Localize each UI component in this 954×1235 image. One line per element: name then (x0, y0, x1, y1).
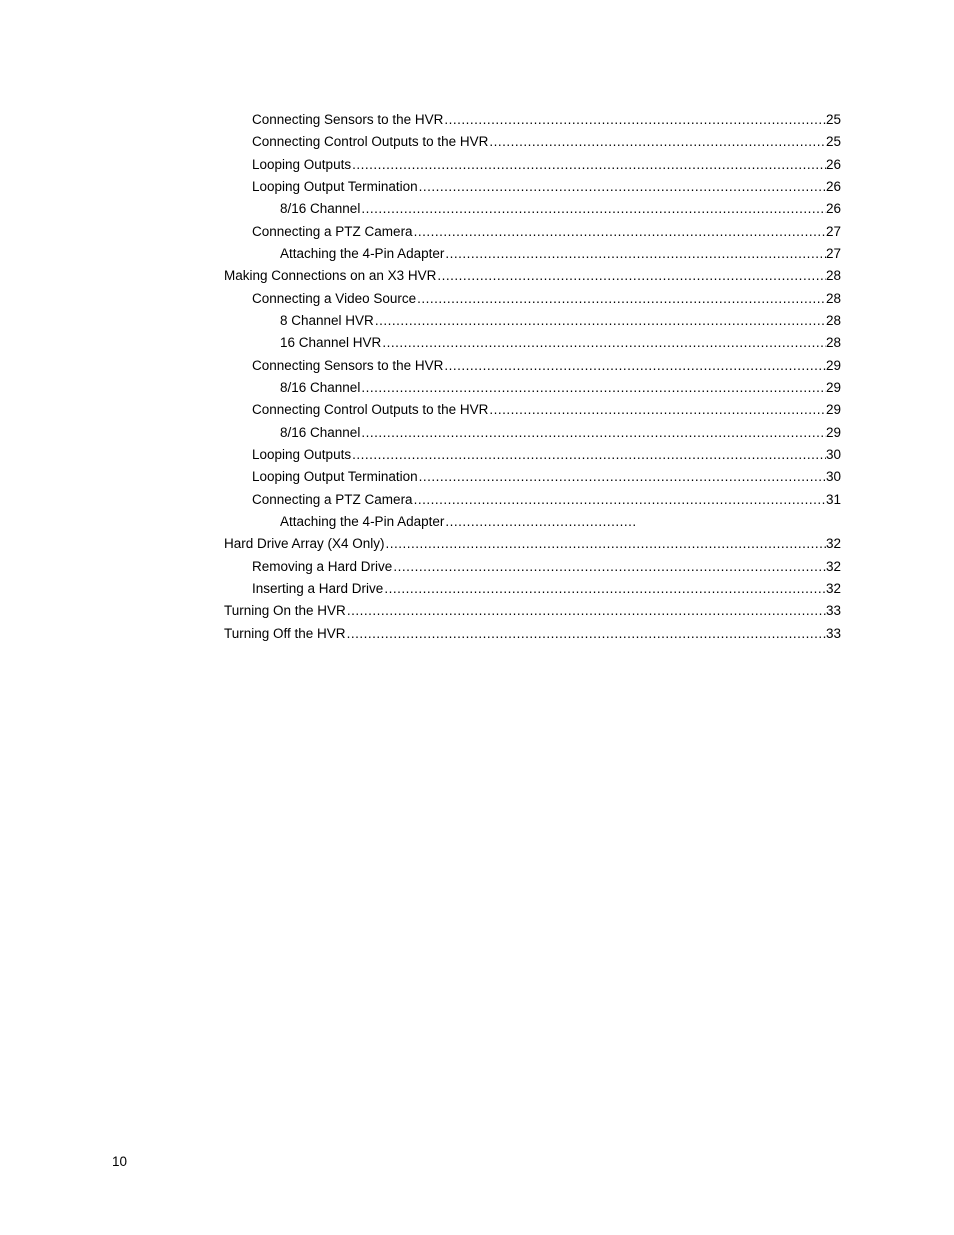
dot-leader (414, 489, 826, 511)
toc-entry-page: 29 (825, 424, 841, 440)
page-number: 10 (112, 1154, 128, 1169)
toc-entry-title: Inserting a Hard Drive (252, 580, 384, 596)
toc-entry-title: Looping Outputs (252, 446, 352, 462)
dot-leader (347, 600, 826, 622)
dot-leader (414, 221, 826, 243)
dot-leader (445, 511, 635, 533)
toc-entry[interactable] (224, 556, 841, 578)
toc-entry-page: 28 (825, 268, 841, 284)
toc-entry[interactable] (224, 578, 841, 600)
toc-entry-page: 31 (825, 491, 841, 507)
toc-entry[interactable] (224, 288, 841, 310)
toc-entry-title: 8/16 Channel (280, 379, 361, 395)
toc-entry-page: 29 (825, 402, 841, 418)
dot-leader (352, 444, 826, 466)
toc-entry-title: Connecting a PTZ Camera (252, 491, 413, 507)
toc-entry-title: Connecting a PTZ Camera (252, 223, 413, 239)
dot-leader (445, 243, 826, 265)
dot-leader (444, 109, 826, 131)
dot-leader (489, 131, 826, 153)
toc-entry-page: 26 (825, 201, 841, 217)
toc-entry-page: 32 (825, 580, 841, 596)
toc-entry-page: 28 (825, 290, 841, 306)
dot-leader (384, 578, 826, 600)
toc-entry[interactable] (224, 109, 841, 131)
toc-entry[interactable] (224, 399, 841, 421)
toc-entry-title: Hard Drive Array (X4 Only) (224, 536, 385, 552)
dot-leader (352, 154, 826, 176)
toc-entry-page: 33 (825, 625, 841, 641)
toc-entry[interactable] (224, 221, 841, 243)
toc-entry-page: 29 (825, 357, 841, 373)
toc-entry[interactable] (224, 310, 841, 332)
toc-entry-title: Removing a Hard Drive (252, 558, 393, 574)
toc-entry-page: 32 (825, 536, 841, 552)
toc-entry-title: Attaching the 4-Pin Adapter (280, 513, 445, 529)
toc-entry-title: Connecting Sensors to the HVR (252, 112, 444, 127)
toc-entry[interactable] (224, 131, 841, 153)
toc-entry-page: 28 (825, 335, 841, 351)
dot-leader (361, 377, 826, 399)
toc-entry[interactable] (224, 422, 841, 444)
toc-entry-page: 25 (825, 112, 841, 127)
dot-leader (437, 265, 826, 287)
toc-entry-title: Connecting Control Outputs to the HVR (252, 402, 489, 418)
toc-entry-title: 8/16 Channel (280, 201, 361, 217)
dot-leader (361, 198, 826, 220)
toc-entry-page: 27 (825, 223, 841, 239)
dot-leader (386, 533, 826, 555)
toc-entry-page: 26 (825, 178, 841, 194)
toc-entry[interactable] (224, 265, 841, 287)
toc-entry[interactable] (224, 154, 841, 176)
toc-entry[interactable] (224, 377, 841, 399)
toc-entry-page: 25 (825, 134, 841, 150)
dot-leader (361, 422, 826, 444)
dot-leader (382, 332, 826, 354)
toc-entry[interactable] (224, 511, 841, 533)
toc-entry-title: Connecting Control Outputs to the HVR (252, 134, 489, 150)
dot-leader (417, 288, 826, 310)
toc-entry-title: Turning On the HVR (224, 603, 346, 619)
toc-entry-title: Looping Output Termination (252, 469, 418, 485)
toc-entry[interactable] (224, 243, 841, 265)
dot-leader (489, 399, 826, 421)
toc-entry-title: Turning Off the HVR (224, 625, 346, 641)
toc-entry[interactable] (224, 466, 841, 488)
toc-entry[interactable] (224, 623, 841, 645)
dot-leader (347, 623, 826, 645)
dot-leader (444, 355, 826, 377)
toc-entry[interactable] (224, 489, 841, 511)
toc-entry-title: 8 Channel HVR (280, 312, 374, 328)
toc-entry-title: Connecting Sensors to the HVR (252, 357, 444, 373)
toc-entry-page: 28 (825, 312, 841, 328)
toc-entry[interactable] (224, 533, 841, 555)
toc-entry[interactable] (224, 444, 841, 466)
toc-entry[interactable] (224, 600, 841, 622)
toc-entry[interactable] (224, 176, 841, 198)
toc-entry-page: 29 (825, 379, 841, 395)
toc-entry-title: Making Connections on an X3 HVR (224, 268, 437, 284)
toc-entry-title: 16 Channel HVR (280, 335, 382, 351)
dot-leader (419, 466, 826, 488)
toc-entry-title: Attaching the 4-Pin Adapter (280, 245, 445, 261)
toc-entry-page: 30 (825, 469, 841, 485)
toc-entry-page: 30 (825, 446, 841, 462)
toc-entry-page: 27 (825, 245, 841, 261)
toc-entry[interactable] (224, 332, 841, 354)
dot-leader (419, 176, 826, 198)
toc-entry-title: Looping Output Termination (252, 178, 418, 194)
dot-leader (393, 556, 826, 578)
toc-entry-page: 32 (825, 558, 841, 574)
dot-leader (375, 310, 826, 332)
toc-entry[interactable] (224, 355, 841, 377)
toc-entry-page: 33 (825, 603, 841, 619)
toc-entry-title: Looping Outputs (252, 156, 352, 172)
table-of-contents (224, 109, 841, 645)
toc-entry-title: Connecting a Video Source (252, 290, 417, 306)
toc-entry[interactable] (224, 198, 841, 220)
toc-entry-title: 8/16 Channel (280, 424, 361, 440)
toc-entry-page: 26 (825, 156, 841, 172)
